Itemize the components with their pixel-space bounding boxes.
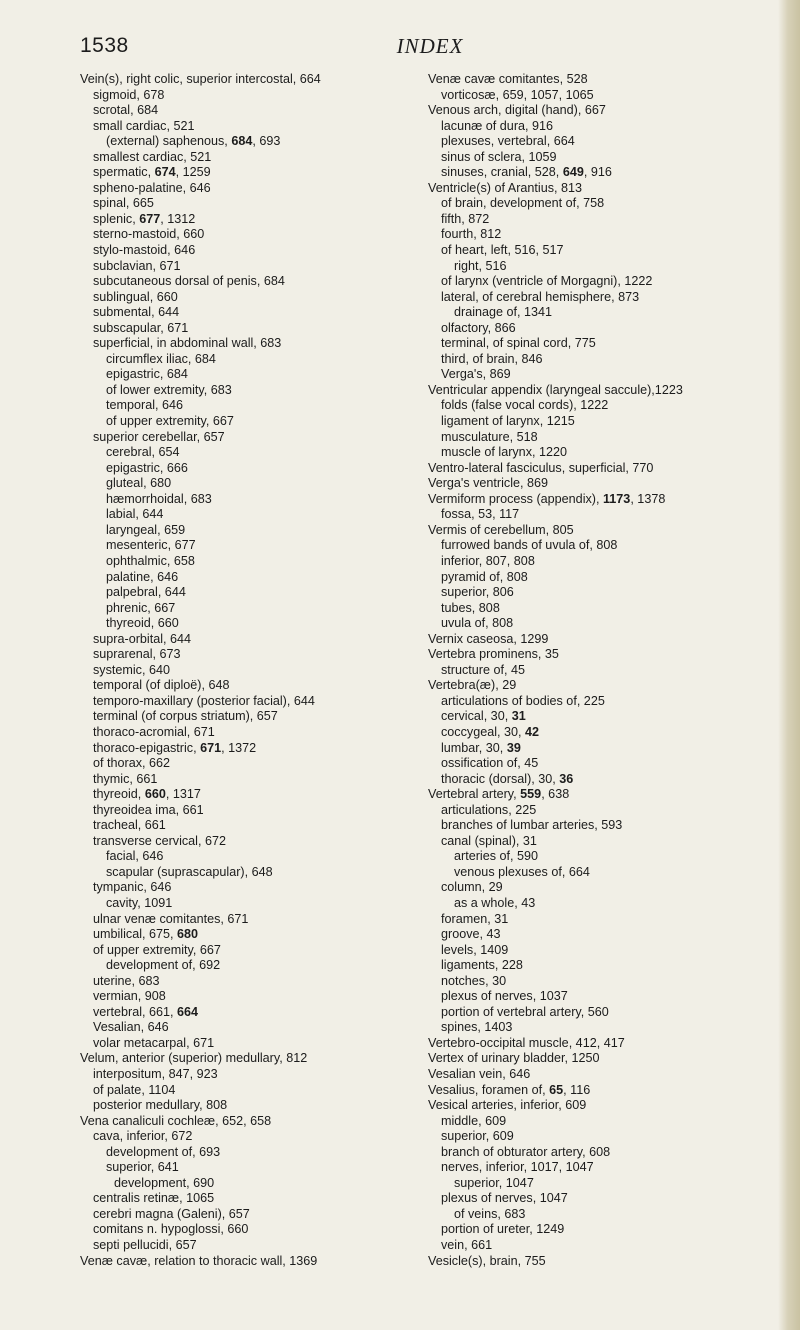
index-entry: Vertebra(æ), 29 xyxy=(428,678,517,693)
index-entry: tracheal, 661 xyxy=(93,818,166,833)
index-entry: Vernix caseosa, 1299 xyxy=(428,631,549,646)
index-entry: thoracic (dorsal), 30, 36 xyxy=(441,771,574,786)
index-entry: cervical, 30, 31 xyxy=(441,709,526,724)
index-entry: posterior medullary, 808 xyxy=(93,1098,228,1113)
index-entry: of thorax, 662 xyxy=(93,756,171,771)
index-entry: portion of vertebral artery, 560 xyxy=(441,1004,609,1019)
index-entry: superior, 609 xyxy=(441,1129,514,1144)
index-entry: articulations of bodies of, 225 xyxy=(441,693,605,708)
index-entry: cerebri magna (Galeni), 657 xyxy=(93,1206,250,1221)
index-entry: Venæ cavæ comitantes, 528 xyxy=(428,72,588,86)
index-entry: sinuses, cranial, 528, 649, 916 xyxy=(441,165,612,180)
index-entry: uterine, 683 xyxy=(93,973,160,988)
index-entry: volar metacarpal, 671 xyxy=(93,1035,215,1050)
index-entry: smallest cardiac, 521 xyxy=(93,149,212,164)
index-entry: vermian, 908 xyxy=(93,989,166,1004)
index-entry: cerebral, 654 xyxy=(106,445,180,460)
index-entry: sinus of sclera, 1059 xyxy=(441,149,557,164)
index-entry: development of, 693 xyxy=(106,1144,221,1159)
index-entry: vertebral, 661, 664 xyxy=(93,1004,199,1019)
index-entry: subscapular, 671 xyxy=(93,320,189,335)
index-entry: plexuses, vertebral, 664 xyxy=(441,134,575,149)
index-entry: hæmorrhoidal, 683 xyxy=(106,491,212,506)
index-entry: fourth, 812 xyxy=(441,227,502,242)
index-entry: of palate, 1104 xyxy=(93,1082,176,1097)
index-entry: thyreoid, 660 xyxy=(106,616,179,631)
index-entry: Vesalian, 646 xyxy=(93,1020,169,1035)
index-entry: Vesical arteries, inferior, 609 xyxy=(428,1098,587,1113)
index-entry: palpebral, 644 xyxy=(106,585,186,600)
index-entry: temporal, 646 xyxy=(106,398,184,413)
index-entry: vorticosæ, 659, 1057, 1065 xyxy=(441,87,594,102)
index-entry: tubes, 808 xyxy=(441,600,500,615)
running-title: INDEX xyxy=(396,34,464,58)
index-entry: lumbar, 30, 39 xyxy=(441,740,521,755)
index-entry: transverse cervical, 672 xyxy=(93,833,226,848)
index-entry: temporo-maxillary (posterior facial), 644 xyxy=(93,693,315,708)
index-entry: of upper extremity, 667 xyxy=(93,942,221,957)
index-entry: groove, 43 xyxy=(441,927,501,942)
index-entry: spinal, 665 xyxy=(93,196,154,211)
index-entry: Vertex of urinary bladder, 1250 xyxy=(428,1051,600,1066)
index-entry: development, 690 xyxy=(114,1175,215,1190)
index-entry: lacunæ of dura, 916 xyxy=(441,118,554,133)
index-entry: portion of ureter, 1249 xyxy=(441,1222,565,1237)
index-entry: sterno-mastoid, 660 xyxy=(93,227,205,242)
index-entry: interpositum, 847, 923 xyxy=(93,1067,218,1081)
index-entry: of heart, left, 516, 517 xyxy=(441,243,564,258)
index-entry: nerves, inferior, 1017, 1047 xyxy=(441,1160,594,1175)
index-entry: venous plexuses of, 664 xyxy=(454,864,590,879)
index-entry: pyramid of, 808 xyxy=(441,569,528,584)
index-entry: as a whole, 43 xyxy=(454,895,536,910)
index-column-right xyxy=(428,72,778,1269)
index-entry: tympanic, 646 xyxy=(93,880,172,895)
index-entry: suprarenal, 673 xyxy=(93,647,181,662)
index-entry: systemic, 640 xyxy=(93,662,170,677)
index-entry: plexus of nerves, 1047 xyxy=(441,1191,568,1206)
index-entry: sublingual, 660 xyxy=(93,289,178,304)
index-entry: superior, 806 xyxy=(441,585,514,600)
index-entry: scrotal, 684 xyxy=(93,103,159,118)
index-entry: Vesalius, foramen of, 65, 116 xyxy=(428,1082,591,1097)
index-entry: right, 516 xyxy=(454,258,507,273)
index-entry: notches, 30 xyxy=(441,973,507,988)
index-entry: Vein(s), right colic, superior intercostal, 664 xyxy=(80,72,321,86)
index-entry: epigastric, 666 xyxy=(106,460,188,475)
index-entry: of veins, 683 xyxy=(454,1206,526,1221)
index-entry: thoraco-epigastric, 671, 1372 xyxy=(93,740,257,755)
index-entry: supra-orbital, 644 xyxy=(93,631,192,646)
index-entry: sigmoid, 678 xyxy=(93,87,165,102)
index-entry: of lower extremity, 683 xyxy=(106,382,232,397)
index-entry: cavity, 1091 xyxy=(106,895,173,910)
index-entry: Vertebral artery, 559, 638 xyxy=(428,787,570,802)
index-entry: subclavian, 671 xyxy=(93,258,181,273)
index-entry: mesenteric, 677 xyxy=(106,538,196,553)
index-entry: spermatic, 674, 1259 xyxy=(93,165,211,180)
index-entry: submental, 644 xyxy=(93,305,180,320)
index-entry: thyreoidea ima, 661 xyxy=(93,802,204,817)
index-entry: third, of brain, 846 xyxy=(441,351,543,366)
index-entry: septi pellucidi, 657 xyxy=(93,1238,197,1253)
index-entry: stylo-mastoid, 646 xyxy=(93,243,196,258)
index-entry: superior, 641 xyxy=(106,1160,179,1175)
index-entry: of brain, development of, 758 xyxy=(441,196,605,211)
index-entry: branch of obturator artery, 608 xyxy=(441,1144,611,1159)
index-entry: arteries of, 590 xyxy=(454,849,539,864)
index-entry: Ventricular appendix (laryngeal saccule),1223 xyxy=(428,382,683,397)
index-entry: Ventro-lateral fasciculus, superficial, 770 xyxy=(428,460,654,475)
page-number: 1538 xyxy=(80,34,129,57)
index-entry: coccygeal, 30, 42 xyxy=(441,724,540,739)
index-entry: fossa, 53, 117 xyxy=(441,507,520,522)
index-entry: levels, 1409 xyxy=(441,942,509,957)
index-entry: Vesicle(s), brain, 755 xyxy=(428,1253,546,1268)
index-entry: labial, 644 xyxy=(106,507,164,522)
index-entry: fifth, 872 xyxy=(441,211,490,226)
index-entry: of larynx (ventricle of Morgagni), 1222 xyxy=(441,274,653,289)
index-entry: superior cerebellar, 657 xyxy=(93,429,225,444)
index-entry: drainage of, 1341 xyxy=(454,305,553,320)
index-entry: laryngeal, 659 xyxy=(106,522,186,537)
index-entry: superior, 1047 xyxy=(454,1175,534,1190)
index-entry: Verga's, 869 xyxy=(441,367,511,382)
index-entry: thymic, 661 xyxy=(93,771,158,786)
index-entry: circumflex iliac, 684 xyxy=(106,351,216,366)
index-entry: vein, 661 xyxy=(441,1238,493,1253)
index-entry: uvula of, 808 xyxy=(441,616,514,631)
index-entry: development of, 692 xyxy=(106,958,221,973)
index-entry: ophthalmic, 658 xyxy=(106,553,195,568)
index-entry: ligament of larynx, 1215 xyxy=(441,414,575,429)
index-entry: ulnar venæ comitantes, 671 xyxy=(93,911,249,926)
index-entry: temporal (of diploë), 648 xyxy=(93,678,230,693)
index-entry: musculature, 518 xyxy=(441,429,538,444)
index-entry: structure of, 45 xyxy=(441,662,525,677)
index-entry: middle, 609 xyxy=(441,1113,507,1128)
index-entry: thoraco-acromial, 671 xyxy=(93,724,215,739)
index-entry: Ventricle(s) of Arantius, 813 xyxy=(428,180,583,195)
index-entry: phrenic, 667 xyxy=(106,600,176,615)
index-entry: cava, inferior, 672 xyxy=(93,1129,193,1144)
index-entry: column, 29 xyxy=(441,880,503,895)
index-entry: Vertebra prominens, 35 xyxy=(428,647,559,662)
index-entry: muscle of larynx, 1220 xyxy=(441,445,567,460)
index-entry: Vermis of cerebellum, 805 xyxy=(428,522,574,537)
index-entry: folds (false vocal cords), 1222 xyxy=(441,398,609,413)
index-entry: ossification of, 45 xyxy=(441,756,539,771)
index-entry: foramen, 31 xyxy=(441,911,509,926)
index-entry: centralis retinæ, 1065 xyxy=(93,1191,215,1206)
index-entry: facial, 646 xyxy=(106,849,164,864)
page-edge xyxy=(778,0,800,1330)
index-entry: branches of lumbar arteries, 593 xyxy=(441,818,623,833)
index-entry: spines, 1403 xyxy=(441,1020,513,1035)
index-entry: splenic, 677, 1312 xyxy=(93,211,196,226)
index-entry: of upper extremity, 667 xyxy=(106,414,234,429)
index-entry: comitans n. hypoglossi, 660 xyxy=(93,1222,249,1237)
index-entry: terminal (of corpus striatum), 657 xyxy=(93,709,278,724)
index-entry: gluteal, 680 xyxy=(106,476,172,491)
index-entry: canal (spinal), 31 xyxy=(441,833,537,848)
index-entry: epigastric, 684 xyxy=(106,367,188,382)
index-entry: Vesalian vein, 646 xyxy=(428,1067,531,1081)
index-entry: spheno-palatine, 646 xyxy=(93,180,211,195)
index-entry: Vena canaliculi cochleæ, 652, 658 xyxy=(80,1113,272,1128)
index-entry: (external) saphenous, 684, 693 xyxy=(106,134,281,149)
index-entry: inferior, 807, 808 xyxy=(441,553,535,568)
index-entry: subcutaneous dorsal of penis, 684 xyxy=(93,274,285,289)
index-entry: terminal, of spinal cord, 775 xyxy=(441,336,596,351)
index-entry: Vermiform process (appendix), 1173, 1378 xyxy=(428,491,666,506)
index-entry: thyreoid, 660, 1317 xyxy=(93,787,201,802)
index-entry: Venous arch, digital (hand), 667 xyxy=(428,103,606,118)
index-column-left xyxy=(80,72,400,1269)
index-entry: articulations, 225 xyxy=(441,802,537,817)
index-entry: lateral, of cerebral hemisphere, 873 xyxy=(441,289,640,304)
index-entry: palatine, 646 xyxy=(106,569,179,584)
index-entry: superficial, in abdominal wall, 683 xyxy=(93,336,282,351)
index-entry: Vertebro-occipital muscle, 412, 417 xyxy=(428,1035,625,1050)
index-entry: furrowed bands of uvula of, 808 xyxy=(441,538,618,553)
page-header xyxy=(80,34,780,64)
index-entry: Velum, anterior (superior) medullary, 812 xyxy=(80,1051,308,1066)
index-entry: plexus of nerves, 1037 xyxy=(441,989,568,1004)
index-entry: scapular (suprascapular), 648 xyxy=(106,864,273,879)
index-entry: umbilical, 675, 680 xyxy=(93,927,199,942)
index-entry: Venæ cavæ, relation to thoracic wall, 1369 xyxy=(80,1253,318,1268)
index-entry: Verga's ventricle, 869 xyxy=(428,476,549,491)
index-entry: small cardiac, 521 xyxy=(93,118,195,133)
index-entry: olfactory, 866 xyxy=(441,320,516,335)
index-entry: ligaments, 228 xyxy=(441,958,523,973)
